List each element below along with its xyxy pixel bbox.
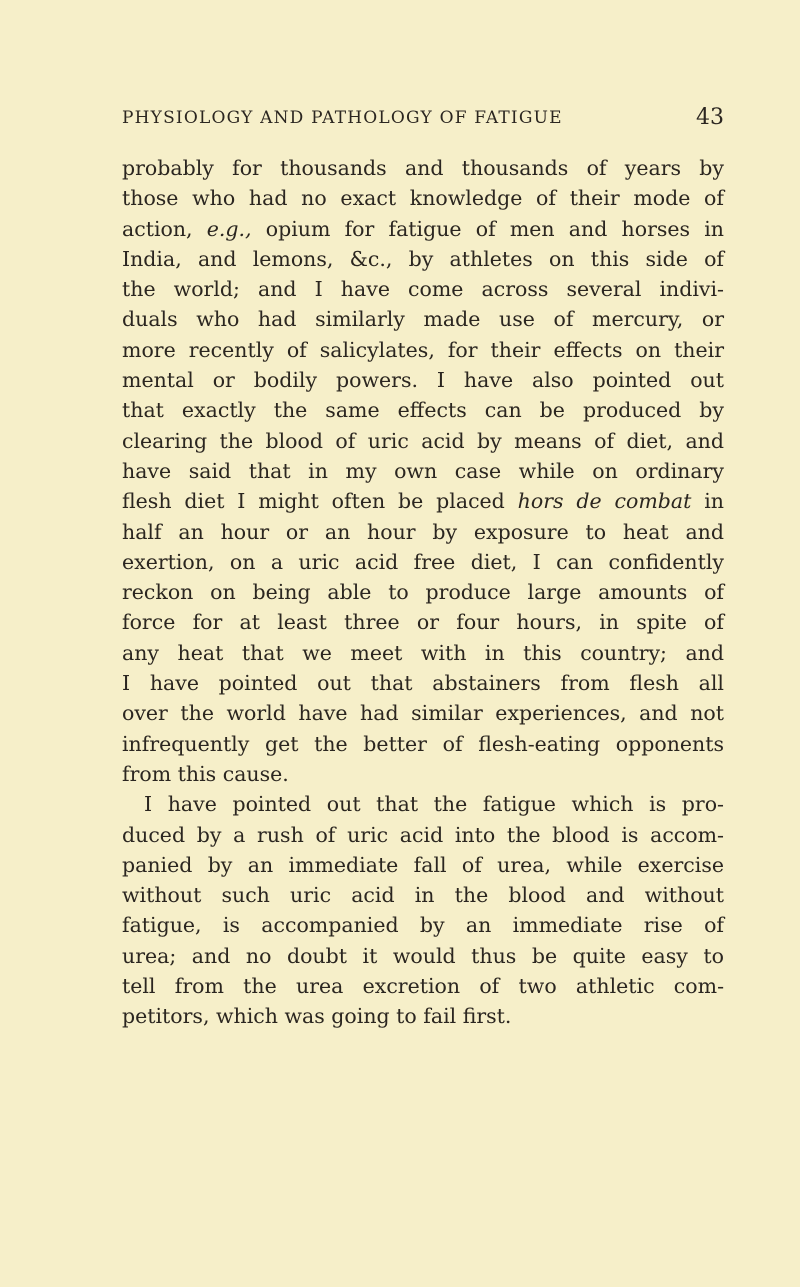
body-text xyxy=(122,153,724,1032)
text-line: over the world have had similar experiences, and not xyxy=(122,701,724,726)
text-line: exertion, on a uric acid free diet, I can confidently xyxy=(122,549,724,574)
text-line: flesh diet I might often be placed hors de combat in xyxy=(122,489,724,514)
text-line: the world; and I have come across several indivi- xyxy=(122,277,724,302)
text-line: urea; and no doubt it would thus be quite easy to xyxy=(122,943,724,968)
text-line: any heat that we meet with in this country; and xyxy=(122,640,724,665)
text-line: without such uric acid in the blood and without xyxy=(122,883,724,908)
text-line: tell from the urea excretion of two athletic com- xyxy=(122,974,724,999)
italic-phrase: e.g., xyxy=(206,216,252,241)
text-line: duced by a rush of uric acid into the blood is accom- xyxy=(122,822,724,847)
text-line: half an hour or an hour by exposure to heat and xyxy=(122,519,724,544)
running-head xyxy=(122,101,724,135)
text-line: mental or bodily powers. I have also pointed out xyxy=(122,368,724,393)
text-line: I have pointed out that the fatigue which is pro- xyxy=(144,792,724,817)
text-line: reckon on being able to produce large amounts of xyxy=(122,580,724,605)
text-line: from this cause. xyxy=(122,761,289,786)
text-line: I have pointed out that abstainers from flesh all xyxy=(122,671,724,696)
text-line: clearing the blood of uric acid by means of diet, and xyxy=(122,428,724,453)
text-line: more recently of salicylates, for their effects on their xyxy=(122,337,724,362)
text-line: force for at least three or four hours, in spite of xyxy=(122,610,724,635)
running-head-title: PHYSIOLOGY AND PATHOLOGY OF FATIGUE xyxy=(122,108,563,128)
text-line: panied by an immediate fall of urea, while exercise xyxy=(122,852,724,877)
text-line: have said that in my own case while on ordinary xyxy=(122,458,724,483)
text-line: that exactly the same effects can be produced by xyxy=(122,398,724,423)
text-line: infrequently get the better of flesh-eating opponents xyxy=(122,731,724,756)
text-line: action, e.g., opium for fatigue of men and horses in xyxy=(122,216,724,241)
text-line: petitors, which was going to fail first. xyxy=(122,1004,512,1029)
page-number: 43 xyxy=(696,105,724,130)
text-line: probably for thousands and thousands of years by xyxy=(122,156,724,180)
text-line: those who had no exact knowledge of their mode of xyxy=(122,186,724,211)
text-line: duals who had similarly made use of mercury, or xyxy=(122,307,724,332)
text-line: fatigue, is accompanied by an immediate rise of xyxy=(122,913,724,938)
text-line: India, and lemons, &c., by athletes on this side of xyxy=(122,246,724,271)
italic-phrase: hors de combat xyxy=(517,489,692,514)
